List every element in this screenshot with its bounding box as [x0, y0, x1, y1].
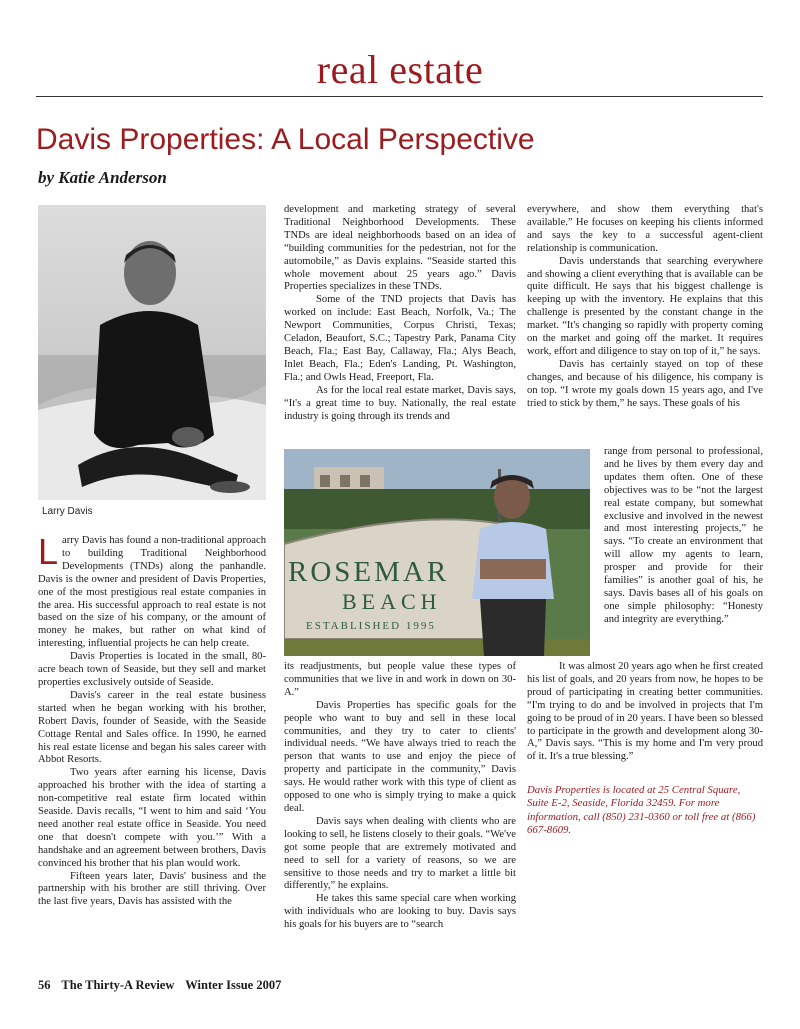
- paragraph: Davis understands that searching everywhere and showing a client everything that is available can be quite difficult. He says that his biggest challenge is keeping up with the inventory. He explains that this challenge is presented by the constant change in the market. “It's changing so rapidly with property coming on the market and going off the market. It requires work, effort and diligence to stay on top of it,” he says.: [527, 255, 763, 357]
- article-headline: Davis Properties: A Local Perspective: [36, 123, 535, 156]
- paragraph: Davis says when dealing with clients who are looking to sell, he listens closely to their goals. “We've got some people that are extremely motivated and need to sell for a variety of reasons, so we are sensitive to those needs and try to market a little bit differently,” he explains.: [284, 815, 517, 892]
- paragraph: He takes this same special care when working with individuals who are looking to buy. Davis says his goals for his buyers are to “search: [284, 893, 516, 931]
- paragraph: development and marketing strategy of several Traditional Neighborhood Developments. These TNDs are ideal neighborhoods based on an idea of “building communities for the pedestrian, not for the automobile,” as Davis explains. “Seaside started this whole movement about 25 years ago.” Davis Properties specializes in these TNDs.: [284, 204, 516, 293]
- article-column-2-top: [284, 204, 516, 423]
- issue-name: Winter Issue 2007: [185, 978, 282, 992]
- article-column-3-narrow: [604, 446, 763, 627]
- paragraph: As for the local real estate market, Davis says, “It's a great time to buy. Nationally, the real estate industry is going through its trends and: [284, 384, 516, 422]
- article-column-2-bottom: [284, 661, 516, 932]
- paragraph: Davis Properties has specific goals for the people who want to buy and sell in these local communities, and they try to cater to clients' individual needs. “We have always tried to reach the person that wants to use and enjoy the piece of property and participate in the community,” Davis says. He would rather work with this type of client as opposed to one who is simply trying to make a quick deal.: [284, 699, 516, 814]
- magazine-name: The Thirty-A Review: [61, 978, 175, 992]
- sign-text-line3: ESTABLISHED 1995: [306, 620, 436, 632]
- sign-text-line1: ROSEMAR: [288, 556, 450, 588]
- larry-davis-photo: [38, 205, 266, 500]
- byline: by Katie Anderson: [38, 168, 167, 187]
- section-title: real estate: [316, 47, 484, 92]
- paragraph: everywhere, and show them everything that's available.” He focuses on keeping his clients informed and says the key to a successful agent-client relationship is communication.: [527, 204, 763, 254]
- paragraph: It was almost 20 years ago when he first created his list of goals, and 20 years from now, he hopes to be proud of participating in creating better communities. “I'm trying to do and be involved in projects that I'm going to be proud of in 20 years. I have been so blessed to participate in the growth and development along 30-A,” Davis says. “This is my home and I'm very proud of it. It's a true blessing.”: [527, 661, 763, 763]
- paragraph: Fifteen years later, Davis' business and the partnership with his brother are still thriving. Over the last five years, Davis has assisted with the: [38, 870, 266, 908]
- article-column-3-bottom: [527, 661, 763, 764]
- paragraph: Two years after earning his license, Davis approached his brother with the idea of starting a non-competitive real estate firm located within Seaside. Davis recalls, “I went to him and said ‘You need another real estate office in Seaside. You need one that doesn't compete with you.’” With a handshake and an agreement between brothers, Davis convinced his brother that his plan would work.: [38, 767, 266, 869]
- section-rule: [36, 96, 763, 97]
- paragraph: Some of the TND projects that Davis has worked on include: East Beach, Norfolk, Va.; The Newport Communities, Corpus Christi, Texas; Celadon, Beaufort, S.C.; Tapestry Park, Panama City Beach, Fla.; East Bay, Callaway, Fla.; Alys Beach, Inlet Beach, Fla.; Eden's Landing, Pt. Washington, Fla.; and Owls Head, Freeport, Fla.: [284, 294, 516, 383]
- paragraph: Davis's career in the real estate business started when he began working with his brother, Robert Davis, founder of Seaside, with the Seaside Cottage Rental and Sales office. In 1990, he earned his real estate license and began his sales career with Abbot Resorts.: [38, 689, 266, 766]
- paragraph: Davis Properties is located in the small, 80-acre beach town of Seaside, but they sell and market properties exclusively outside of Seaside.: [38, 651, 266, 688]
- article-column-3-top: [527, 204, 763, 411]
- paragraph: Larry Davis has found a non-traditional approach to building Traditional Neighborhood Developments (TNDs) along the panhandle. Davis is the owner and president of Davis Properties, one of the most prestigious real estate companies in the area. His successful approach to real estate is not based on the size of his company, or the amount of money he makes, but rather on what kind of interesting, influential projects he can help create.: [38, 531, 266, 650]
- drop-cap: L: [38, 531, 59, 572]
- sign-text-line2: BEACH: [342, 589, 442, 614]
- page-number: 56: [38, 978, 51, 992]
- paragraph: Davis has certainly stayed on top of these changes, and because of his diligence, his company is on top. “I wrote my goals down 15 years ago, and I've tried to stick by them,” he says. These goals of his: [527, 358, 763, 409]
- article-column-1: [38, 531, 266, 909]
- rosemary-beach-photo: [284, 449, 590, 656]
- paragraph: range from personal to professional, and he lives by them every day and updates them often. One of these objectives was to be “not the largest real estate company, but somewhat exclusive and involved in the newest and most interesting projects,” he says. “To create an environment that will allow my agents to learn, prosper and provide for their families” is another goal of his, he says. Davis bases all of his goals on one simple philosophy: “Honesty and integrity are everything.”: [604, 446, 763, 625]
- photo-caption: Larry Davis: [42, 506, 93, 517]
- paragraph: its readjustments, but people value these types of communities that we live in and work in down on 30-A.”: [284, 661, 516, 698]
- page-footer: [38, 978, 289, 993]
- contact-info: Davis Properties is located at 25 Central Square, Suite E-2, Seaside, Florida 32459. For more information, call (850) 231-0360 or toll free at (866) 667-8609.: [527, 784, 756, 837]
